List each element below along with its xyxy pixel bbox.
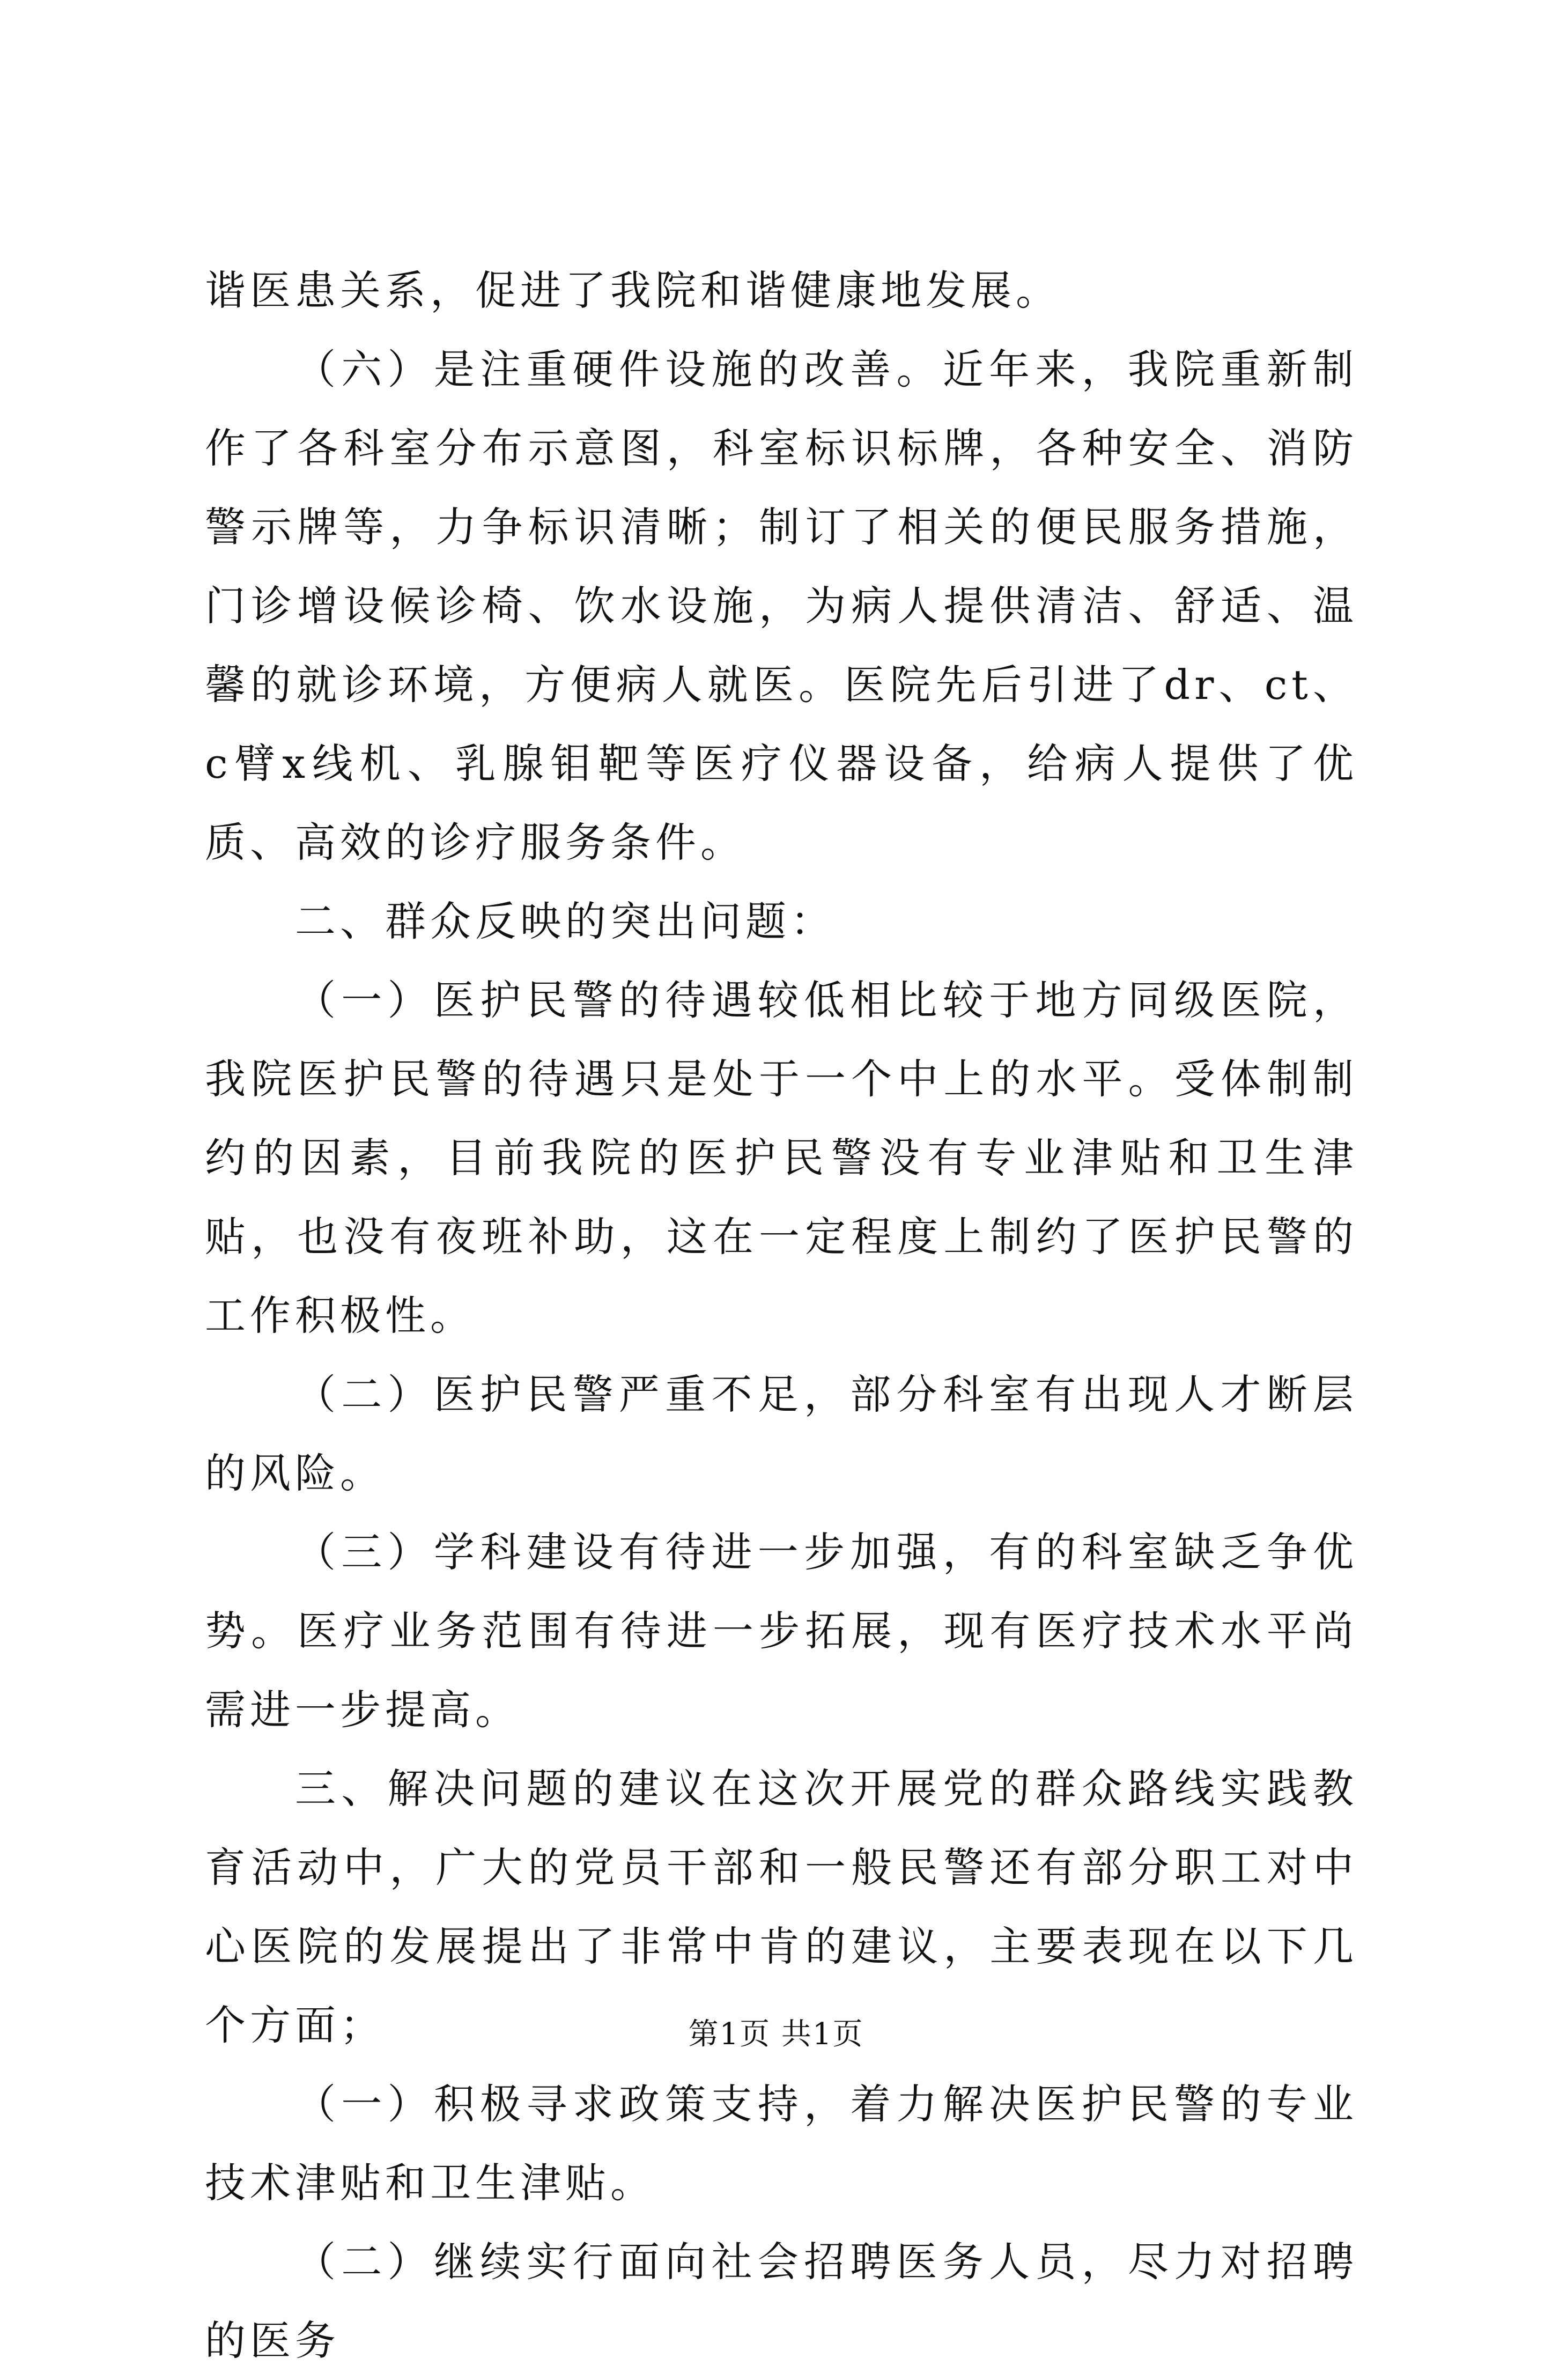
paragraph-8: （一）积极寻求政策支持，着力解决医护民警的专业技术津贴和卫生津贴。 [205, 2080, 1358, 2207]
paragraph-4: （一）医护民警的待遇较低相比较于地方同级医院，我院医护民警的待遇只是处于一个中上的水平。受体制制约的因素，目前我院的医护民警没有专业津贴和卫生津贴，也没有夜班补助，这在一定程度上制约了医护民警的工作积极性。 [205, 976, 1358, 1339]
paragraph-1: 谐医患关系，促进了我院和谐健康地发展。 [205, 267, 1061, 314]
document-body [205, 251, 1358, 2380]
paragraph-5: （二）医护民警严重不足，部分科室有出现人才断层的风险。 [205, 1370, 1358, 1497]
paragraph-7: 三、解决问题的建议在这次开展党的群众路线实践教育活动中，广大的党员干部和一般民警还有部分职工对中心医院的发展提出了非常中肯的建议，主要表现在以下几个方面； [205, 1765, 1358, 2049]
paragraph-6: （三）学科建设有待进一步加强，有的科室缺乏争优势。医疗业务范围有待进一步拓展，现有医疗技术水平尚需进一步提高。 [205, 1528, 1358, 1734]
section-heading-2: 二、群众反映的突出问题： [295, 897, 836, 945]
paragraph-9: （二）继续实行面向社会招聘医务人员，尽力对招聘的医务 [205, 2238, 1358, 2364]
paragraph-2: （六）是注重硬件设施的改善。近年来，我院重新制作了各科室分布示意图，科室标识标牌，各种安全、消防警示牌等，力争标识清晰；制订了相关的便民服务措施，门诊增设候诊椅、饮水设施，为病人提供清洁、舒适、温馨的就诊环境，方便病人就医。医院先后引进了dr、ct、c臂x线机、乳腺钼靶等医疗仪器设备，给病人提供了优质、高效的诊疗服务条件。 [205, 345, 1358, 866]
page-footer: 第1页 共1页 [688, 2017, 864, 2052]
